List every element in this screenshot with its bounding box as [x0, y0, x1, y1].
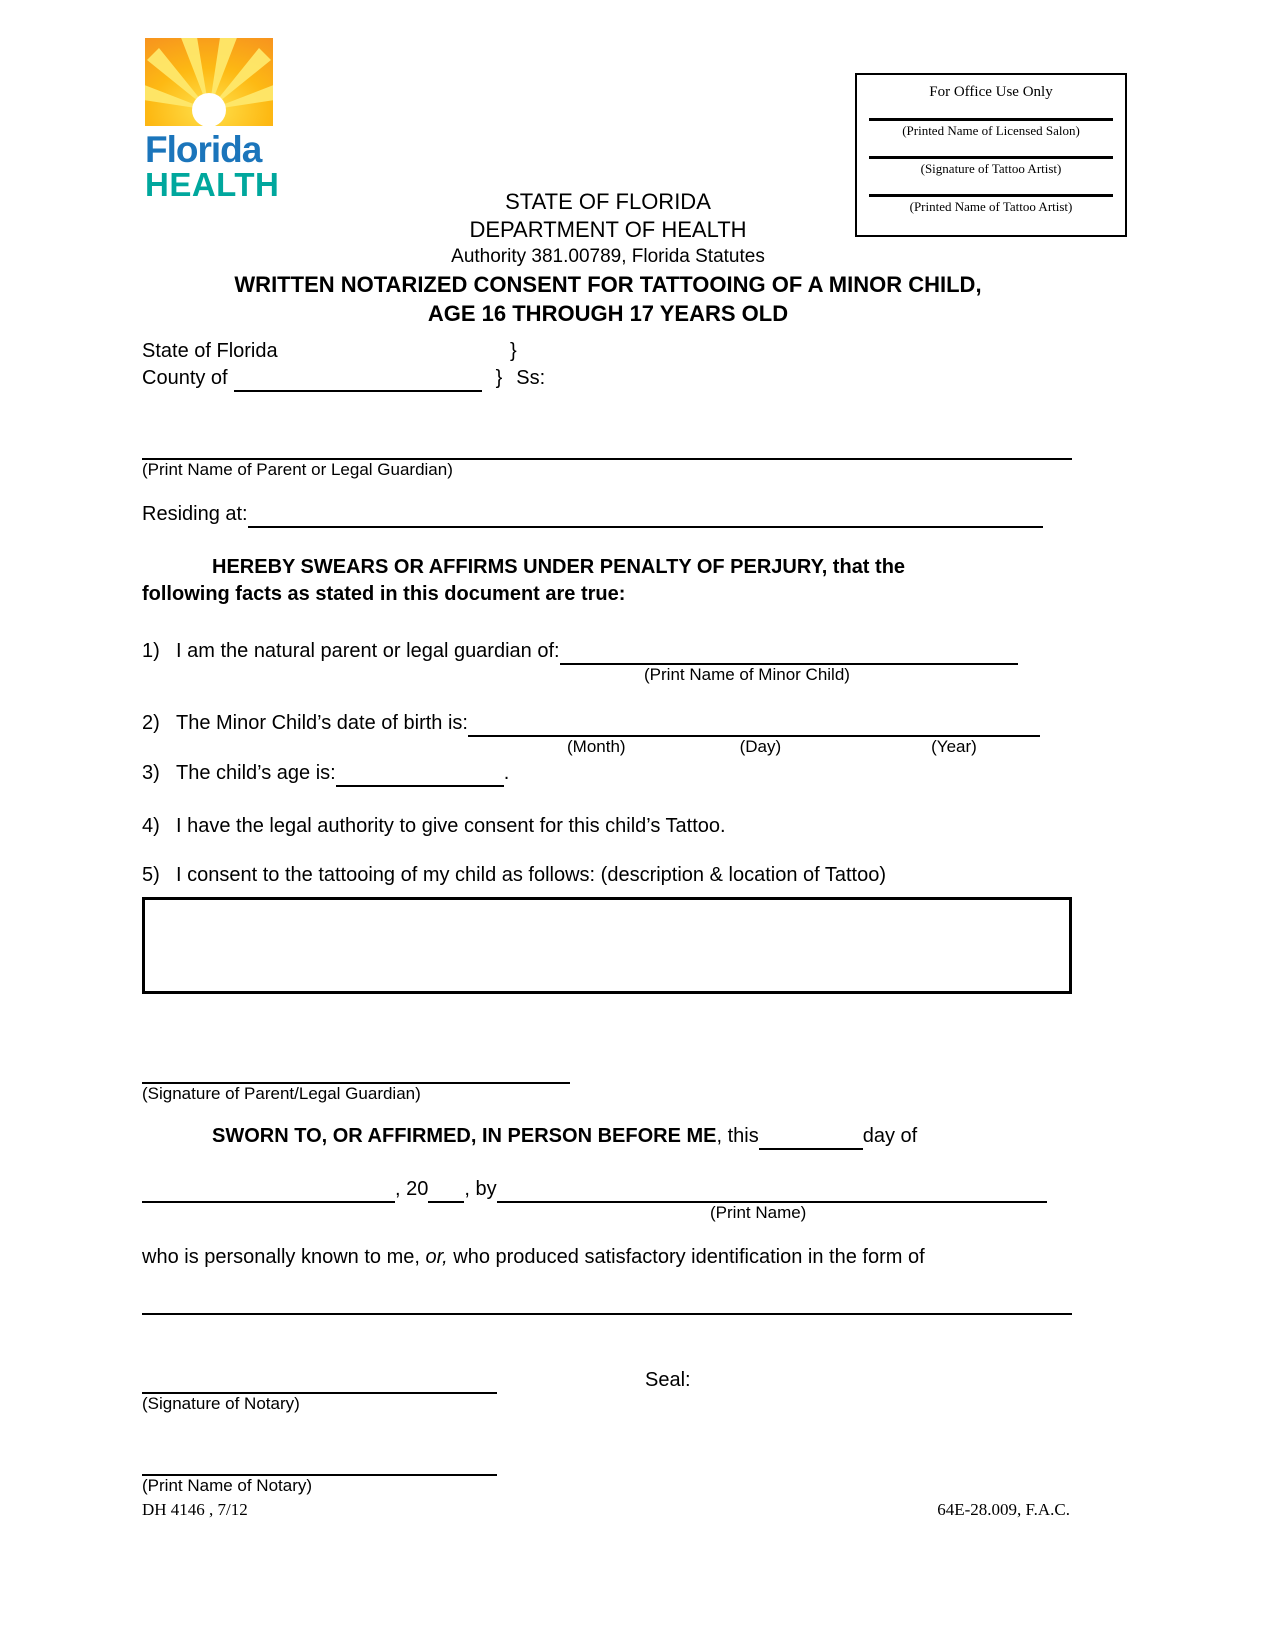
dob-month-label: (Month) [567, 737, 626, 756]
sworn-day-field[interactable] [759, 1128, 863, 1150]
item-1 [142, 638, 1072, 665]
form-footer [142, 1500, 1070, 1520]
parent-guardian-signature-field[interactable] [142, 1060, 570, 1084]
sworn-dayof-text: day of [862, 1125, 918, 1147]
item-4-number: 4) [142, 815, 160, 837]
identification-part1: who is personally known to me, [142, 1246, 426, 1268]
tattoo-artist-signature-label: (Signature of Tattoo Artist) [920, 161, 1062, 176]
dob-day-label: (Day) [739, 737, 782, 756]
minor-child-name-label: (Print Name of Minor Child) [644, 665, 850, 684]
sworn-by-text: , by [464, 1178, 497, 1200]
form-body [142, 338, 1072, 1495]
venue-state-label: State of Florida [142, 340, 278, 362]
rule-citation: 64E-28.009, F.A.C. [937, 1500, 1070, 1519]
header-authority: Authority 381.00789, Florida Statutes [451, 246, 765, 267]
identification-sentence [142, 1244, 1072, 1271]
item-2 [142, 710, 1072, 737]
residing-row [142, 501, 1072, 528]
residing-at-label: Residing at: [142, 503, 248, 525]
sworn-this-text: , this [716, 1125, 759, 1147]
florida-health-logo [145, 38, 280, 203]
sworn-20-text: , 20 [395, 1178, 429, 1200]
seal-label: Seal: [645, 1369, 691, 1391]
dob-year-label: (Year) [931, 737, 977, 756]
form-title-line1: WRITTEN NOTARIZED CONSENT FOR TATTOOING OF A MINOR CHILD, [234, 272, 982, 297]
office-use-title: For Office Use Only [929, 84, 1053, 100]
parent-guardian-signature-label: (Signature of Parent/Legal Guardian) [142, 1084, 421, 1103]
item-5-number: 5) [142, 864, 160, 886]
child-age-field[interactable] [336, 765, 504, 787]
venue-block [142, 338, 1072, 392]
item-3 [142, 760, 1072, 787]
ss-label: Ss: [516, 367, 546, 389]
logo-florida-text: Florida [145, 129, 262, 170]
item-3-number: 3) [142, 762, 160, 784]
notary-print-row [142, 1449, 1072, 1476]
salon-name-label: (Printed Name of Licensed Salon) [902, 123, 1080, 138]
item-3-period: . [503, 762, 510, 784]
sworn-year-field[interactable] [428, 1181, 464, 1203]
notary-signature-label: (Signature of Notary) [142, 1394, 300, 1413]
identification-part2: who produced satisfactory identification in the form of [447, 1246, 925, 1268]
dob-labels [142, 737, 1072, 756]
form-header [142, 188, 1074, 328]
sworn-line2 [142, 1176, 1072, 1203]
logo-health-text: HEALTH [145, 166, 280, 203]
notary-print-name-label: (Print Name of Notary) [142, 1476, 313, 1495]
sworn-bold-text: SWORN TO, OR AFFIRMED, IN PERSON BEFORE ME [212, 1125, 717, 1147]
item-1-text: I am the natural parent or legal guardian of: [176, 640, 560, 662]
sun-icon [145, 38, 273, 126]
item-4-text: I have the legal authority to give consent for this child’s Tattoo. [176, 815, 726, 837]
venue-brace-top: } [510, 340, 517, 362]
item-5-text: I consent to the tattooing of my child as follows: (description & location of Tattoo) [176, 864, 887, 886]
form-number: DH 4146 , 7/12 [142, 1500, 248, 1519]
oath-line1: HEREBY SWEARS OR AFFIRMS UNDER PENALTY OF PERJURY, that the [212, 556, 906, 578]
venue-brace-bottom: } [495, 367, 503, 389]
sworn-print-name-label: (Print Name) [710, 1203, 807, 1222]
notary-print-name-field[interactable] [142, 1454, 497, 1476]
parent-guardian-name-field[interactable] [142, 436, 1072, 460]
item-4 [142, 813, 1072, 840]
item-3-text: The child’s age is: [176, 762, 336, 784]
parent-guardian-name-label: (Print Name of Parent or Legal Guardian) [142, 460, 453, 479]
tattoo-artist-signature-field[interactable] [869, 156, 1113, 159]
salon-name-field[interactable] [869, 118, 1113, 121]
residing-address-field[interactable] [248, 506, 1043, 528]
sworn-by-name-field[interactable] [497, 1181, 1047, 1203]
item-5 [142, 862, 1072, 889]
county-label: County of [142, 367, 228, 389]
item-1-number: 1) [142, 640, 160, 662]
oath-paragraph [142, 554, 1072, 608]
minor-child-name-field[interactable] [560, 643, 1018, 665]
notary-signature-field[interactable] [142, 1372, 497, 1394]
oath-line2: following facts as stated in this document are true: [142, 583, 626, 605]
header-state: STATE OF FLORIDA [505, 189, 711, 214]
sworn-line1 [142, 1123, 1072, 1150]
identification-or: or, [425, 1246, 448, 1268]
dob-field[interactable] [468, 715, 1040, 737]
header-department: DEPARTMENT OF HEALTH [469, 217, 747, 242]
item-2-text: The Minor Child’s date of birth is: [176, 712, 468, 734]
county-field[interactable] [234, 370, 482, 392]
identification-form-field[interactable] [142, 1313, 1072, 1315]
item-2-number: 2) [142, 712, 160, 734]
tattoo-description-box[interactable] [142, 897, 1072, 994]
sworn-month-field[interactable] [142, 1181, 395, 1203]
tattoo-artist-name-label: (Printed Name of Tattoo Artist) [909, 199, 1073, 214]
form-title-line2: AGE 16 THROUGH 17 YEARS OLD [427, 301, 789, 326]
notary-signature-row [142, 1367, 1072, 1394]
